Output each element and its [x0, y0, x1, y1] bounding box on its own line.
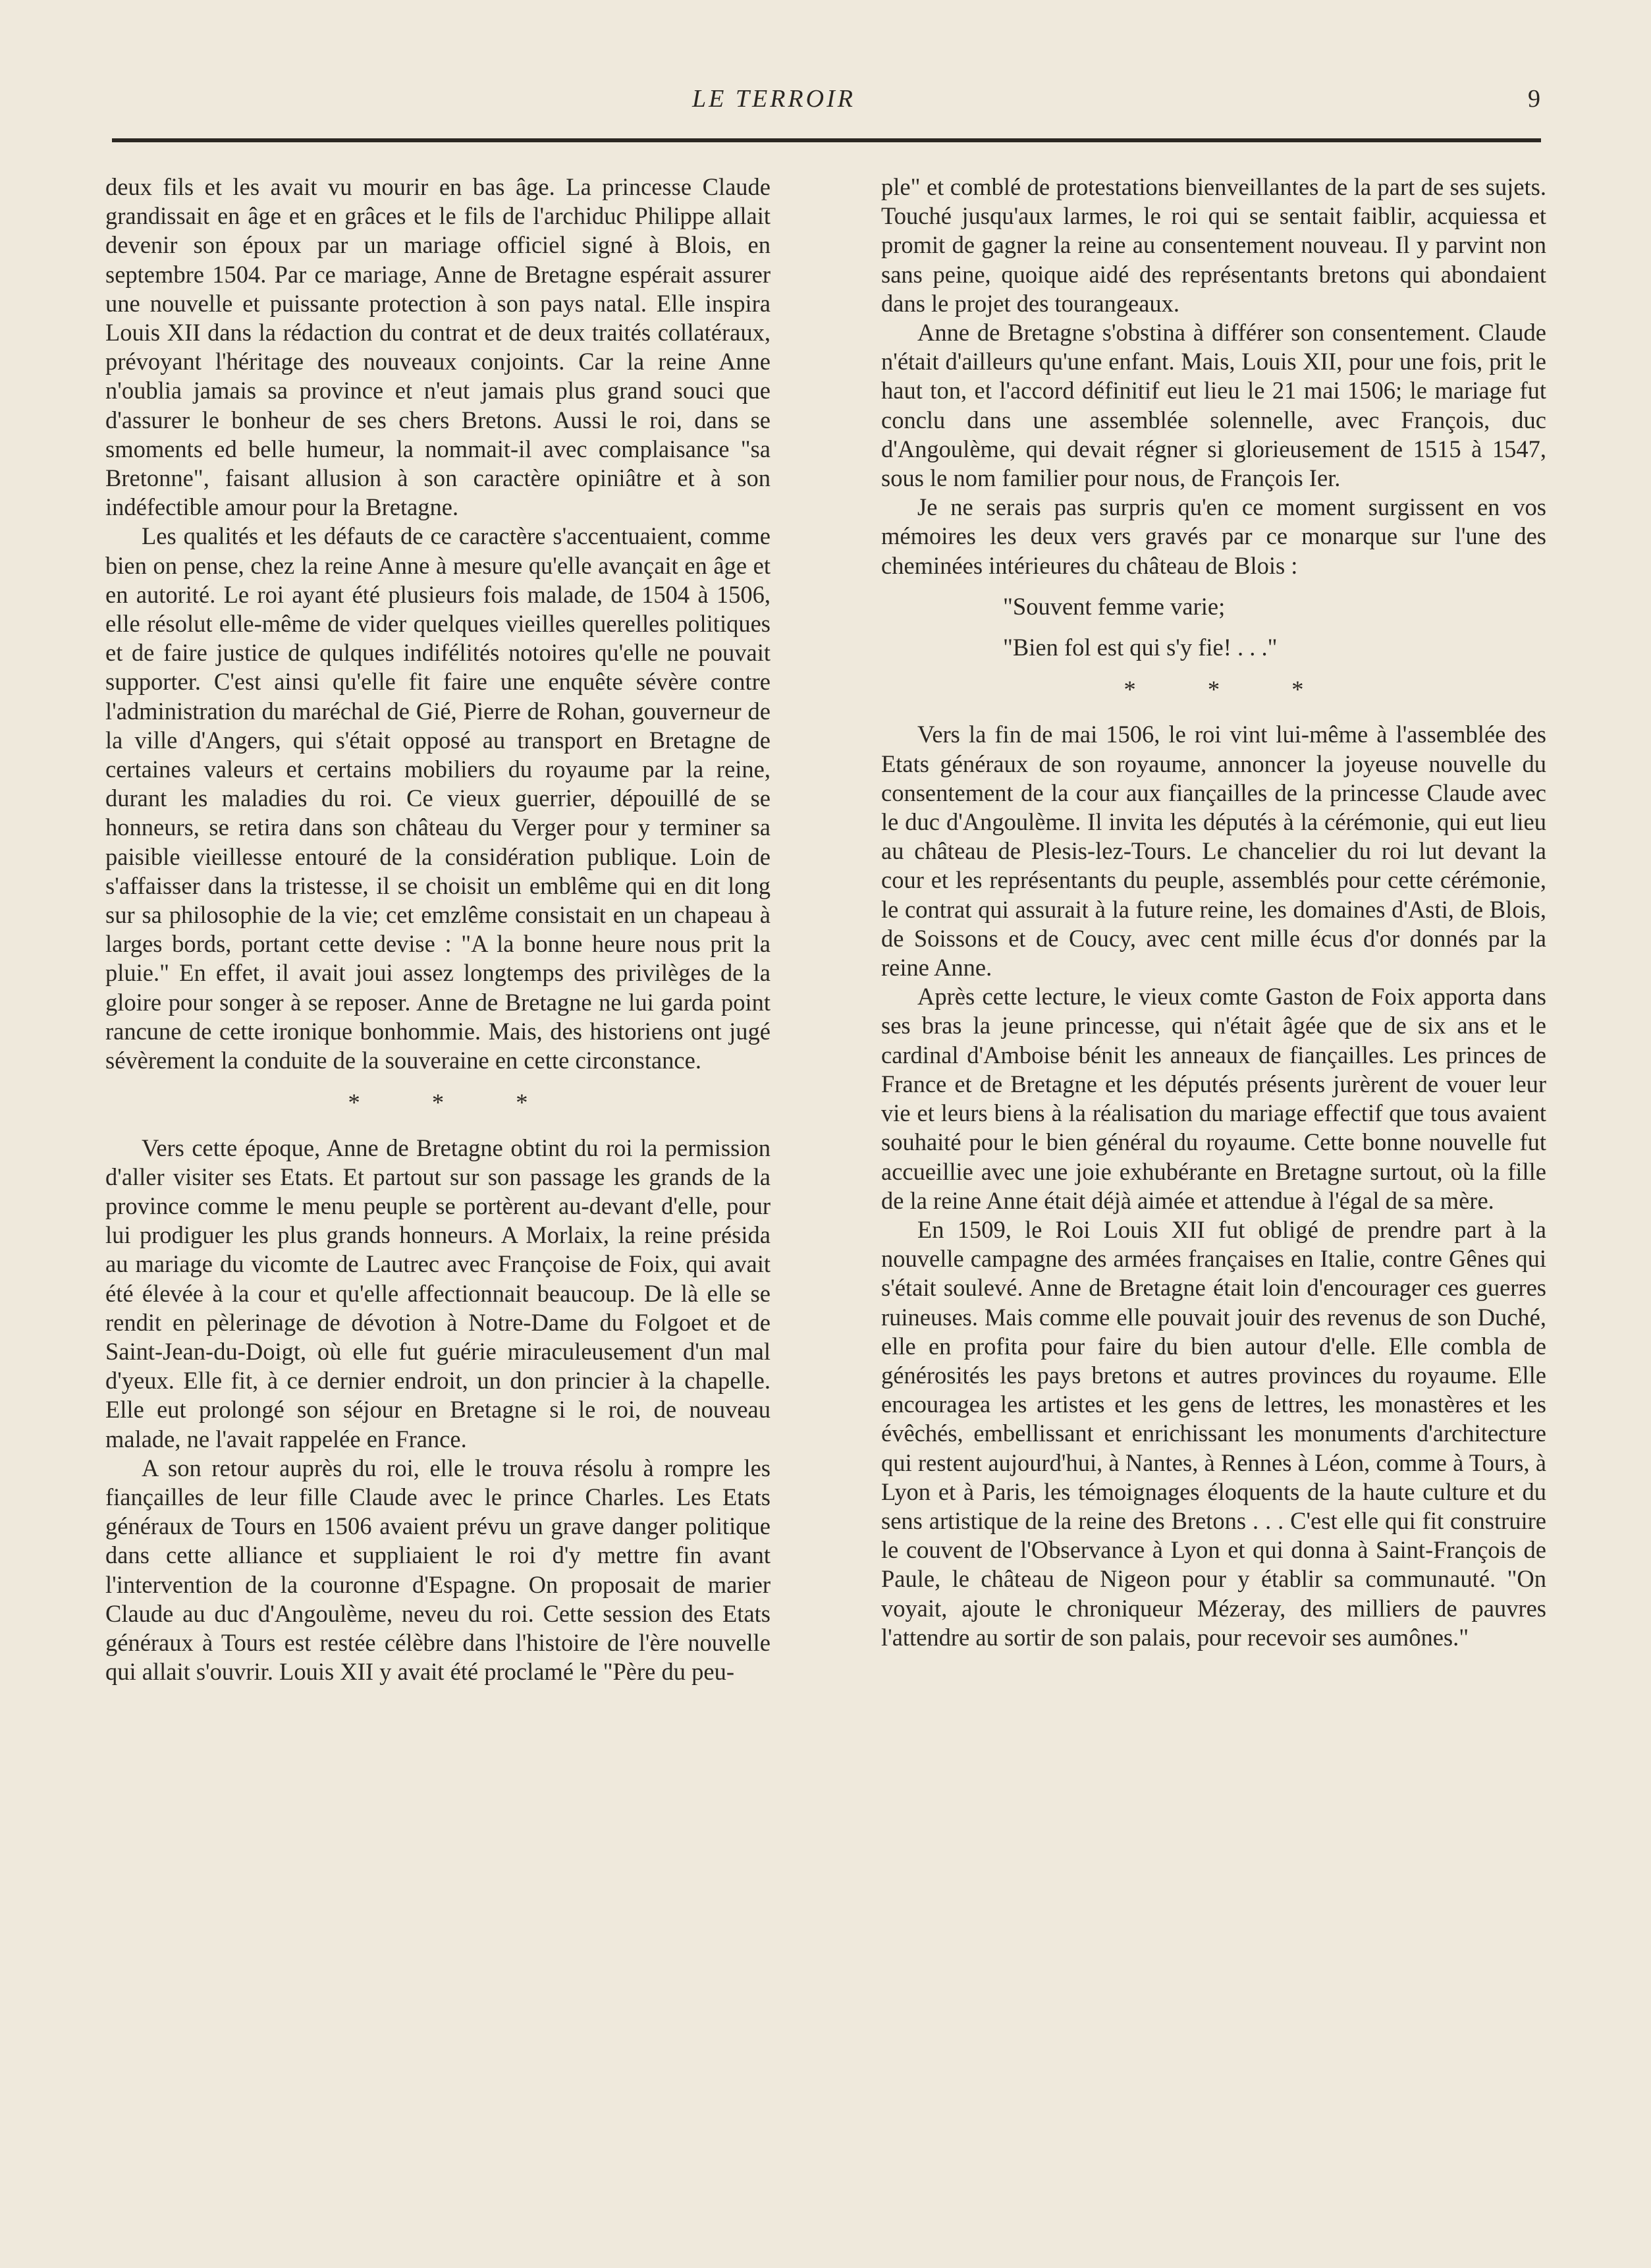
header-rule	[112, 138, 1541, 142]
paragraph: Anne de Bretagne s'obstina à différer son consentement. Claude n'était d'ailleurs qu'une enfant. Mais, Louis XII, pour une fois, prit le haut ton, et l'accord définitif eut lieu le 21 mai 1506; le mariage fut conclu dans une assemblée solennelle, avec François, duc d'Angoulème, qui devait régner si glorieusement de 1515 à 1547, sous le nom familier pour nous, de François Ier.	[881, 319, 1546, 492]
section-separator: * * *	[348, 1089, 561, 1117]
verse-line: "Bien fol est qui s'y fie! . . ."	[1003, 634, 1278, 661]
verse-line: "Souvent femme varie;	[1003, 592, 1226, 620]
right-column	[881, 173, 1546, 1652]
paragraph: ple" et comblé de protestations bienveillantes de la part de ses sujets. Touché jusqu'aux larmes, le roi qui se sentait faiblir, acquiessa et promit de gagner la reine au consentement nouveau. Il y parvint non sans peine, quoique aidé des représentants bretons qui abondaient dans le projet des tourangeaux.	[881, 173, 1546, 317]
paragraph: En 1509, le Roi Louis XII fut obligé de prendre part à la nouvelle campagne des armées françaises en Italie, contre Gênes qui s'était soulevé. Anne de Bretagne était loin d'encourager ces guerres ruineuses. Mais comme elle pouvait jouir des revenus de son Duché, elle en profita pour faire du bien autour d'elle. Elle combla de générosités les pays bretons et autres provinces du royaume. Elle encouragea les artistes et les gens de lettres, les monastères et les évêchés, embellissant et enrichissant les monuments d'architecture qui restent aujourd'hui, à Nantes, à Rennes à Léon, comme à Tours, à Lyon et à Paris, les témoignages éloquents de la haute culture et du sens artistique de la reine des Bretons . . . C'est elle qui fit construire le couvent de l'Observance à Lyon et qui donna à Saint-François de Paule, le château de Nigeon pour y établir sa communauté. "On voyait, ajoute le chroniqueur Mézeray, des milliers de pauvres l'attendre au sortir de son palais, pour recevoir ses aumônes."	[881, 1215, 1546, 1651]
left-column	[105, 173, 771, 1686]
section-separator: * * *	[1123, 676, 1337, 704]
paragraph: Vers la fin de mai 1506, le roi vint lui-même à l'assemblée des Etats généraux de son royaume, annoncer la joyeuse nouvelle du consentement de la cour aux fiançailles de la princesse Claude avec le duc d'Angoulème. Il invita les députés à la cérémonie, qui eut lieu au château de Plesis-lez-Tours. Le chancelier du roi lut devant la cour et les représentants du peuple, assemblés pour cette cérémonie, le contrat qui assurait à la future reine, les domaines d'Asti, de Blois, de Soissons et de Coucy, avec cent mille écus d'or donnés par la reine Anne.	[881, 721, 1546, 982]
paragraph: A son retour auprès du roi, elle le trouva résolu à rompre les fiançailles de leur fille Claude avec le prince Charles. Les Etats généraux de Tours en 1506 avaient prévu un grave danger politique dans cette alliance et suppliaient le roi d'y mettre fin avant l'intervention de la couronne d'Espagne. On proposait de marier Claude au duc d'Angoulème, neveu du roi. Cette session des Etats généraux à Tours est restée célèbre dans l'histoire de l'ère nouvelle qui allait s'ouvrir. Louis XII y avait été proclamé le "Père du peu-	[105, 1454, 771, 1686]
running-header-title: LE TERROIR	[692, 85, 855, 113]
paragraph: Vers cette époque, Anne de Bretagne obtint du roi la permission d'aller visiter ses Etats. Et partout sur son passage les grands de la province comme le menu peuple se portèrent au-devant d'elle, pour lui prodiguer les plus grands honneurs. A Morlaix, la reine présida au mariage du vicomte de Lautrec avec Françoise de Foix, qui avait été élevée à la cour et qu'elle affectionnait beaucoup. De là elle se rendit en pèlerinage de dévotion à Notre-Dame du Folgoet et de Saint-Jean-du-Doigt, où elle fut guérie miraculeusement d'un mal d'yeux. Elle fit, à ce dernier endroit, un don princier à la chapelle. Elle eut prolongé son séjour en Bretagne si le roi, de nouveau malade, ne l'avait rappelée en France.	[105, 1134, 771, 1452]
page-number: 9	[1528, 85, 1540, 113]
paragraph: Je ne serais pas surpris qu'en ce moment surgissent en vos mémoires les deux vers gravés par ce monarque sur l'une des cheminées intérieures du château de Blois :	[881, 493, 1546, 579]
paragraph: Après cette lecture, le vieux comte Gaston de Foix apporta dans ses bras la jeune princesse, qui n'était âgée que de six ans et le cardinal d'Amboise bénit les anneaux de fiançailles. Les princes de France et de Bretagne et les députés présents jurèrent de vouer leur vie et leurs biens à la réalisation du mariage effectif que tous avaient souhaité pour le bien général du royaume. Cette bonne nouvelle fut accueillie avec une joie exhubérante en Bretagne surtout, où la fille de la reine Anne était déjà aimée et attendue à l'égal de sa mère.	[881, 983, 1546, 1214]
paragraph: Les qualités et les défauts de ce caractère s'accentuaient, comme bien on pense, chez la reine Anne à mesure qu'elle avançait en âge et en autorité. Le roi ayant été plusieurs fois malade, de 1504 à 1506, elle résolut elle-même de vider quelques vieilles querelles politiques et de faire justice de qulques indifélités notoires qu'elle ne pouvait supporter. C'est ainsi qu'elle fit faire une enquête sévère contre l'administration du maréchal de Gié, Pierre de Rohan, gouverneur de la ville d'Angers, qui s'était opposé au transport en Bretagne de certaines valeurs et certains mobiliers du royaume par la reine, durant les maladies du roi. Ce vieux guerrier, dépouillé de se honneurs, se retira dans son château du Verger pour y terminer sa paisible vieillesse entouré de la considération publique. Loin de s'affaisser dans la tristesse, il se choisit un emblême qui en dit long sur sa philosophie de la vie; cet emzlême consistait en un chapeau à larges bords, portant cette devise : "A la bonne heure nous prit la pluie." En effet, il avait joui assez longtemps des privilèges de la gloire pour songer à se reposer. Anne de Bretagne ne lui garda point rancune de cette ironique bonhommie. Mais, des historiens ont jugé sévèrement la conduite de la souveraine en cette circonstance.	[105, 522, 771, 1074]
paragraph: deux fils et les avait vu mourir en bas âge. La princesse Claude grandissait en âge et en grâces et le fils de l'archiduc Philippe allait devenir son époux par un mariage officiel signé à Blois, en septembre 1504. Par ce mariage, Anne de Bretagne espérait assurer une nouvelle et puissante protection à son pays natal. Elle inspira Louis XII dans la rédaction du contrat et de deux traités collatéraux, prévoyant l'héritage des nouveaux conjoints. Car la reine Anne n'oublia jamais sa province et n'eut jamais plus grand souci que d'assurer le bonheur de ses chers Bretons. Aussi le roi, dans se smoments ed belle humeur, la nommait-il avec complaisance "sa Bretonne", faisant allusion à son caractère opiniâtre et à son indéfectible amour pour la Bretagne.	[105, 173, 771, 521]
